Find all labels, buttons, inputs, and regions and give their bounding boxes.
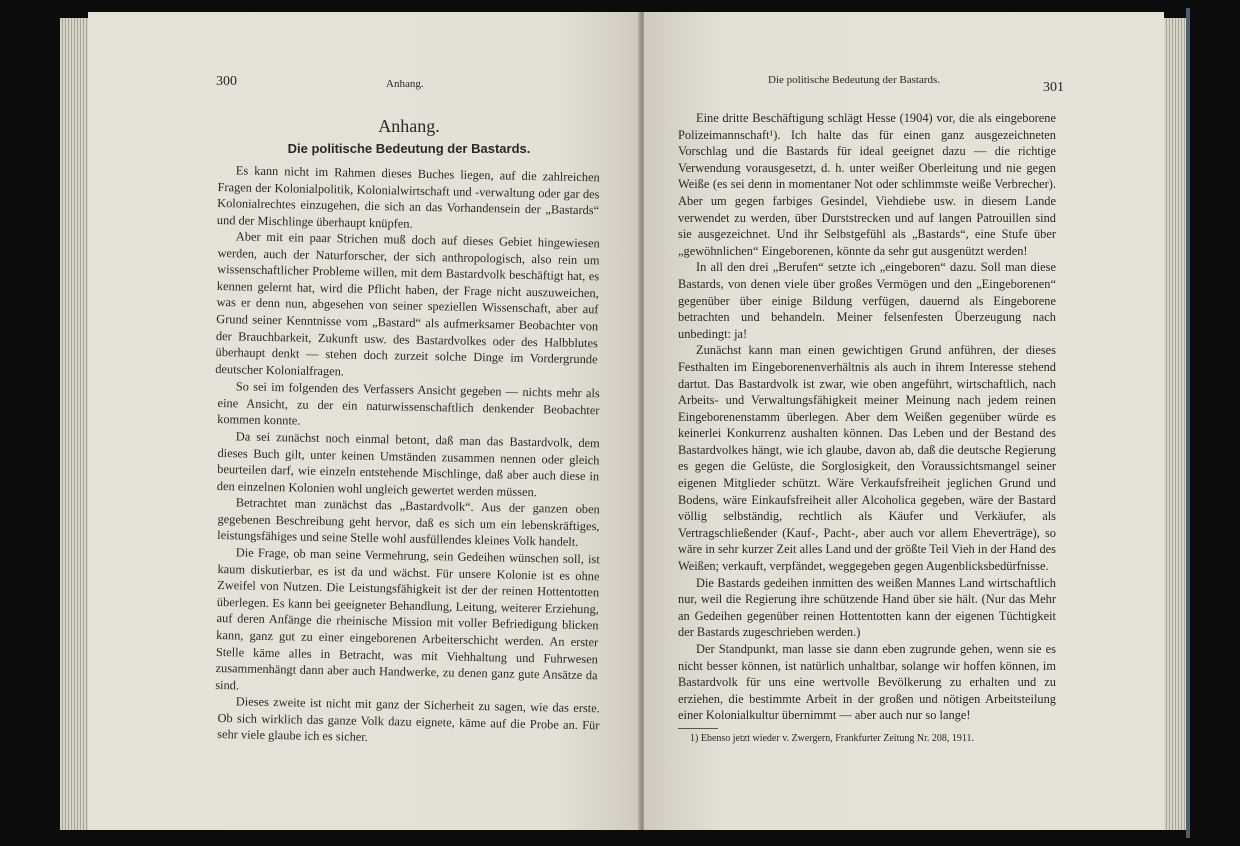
left-paragraph: Dieses zweite ist nicht mit ganz der Sicherheit zu sagen, wie das erste. Ob sich wirklich das ganze Volk dazu eignete, käme auf die Probe an. Für sehr viele glaube ich es sicher. xyxy=(217,694,600,745)
book-cover-edge xyxy=(1186,8,1190,838)
left-running-title: Anhang. xyxy=(386,78,424,90)
left-paragraph: So sei im folgenden des Verfassers Ansicht gegeben — nichts mehr als eine Ansicht, zu der ein naturwissenschaftlich denkender Beobachter kommen konnte. xyxy=(217,379,600,428)
right-running-head xyxy=(678,74,1064,104)
right-paragraph: Eine dritte Beschäftigung schlägt Hesse (1904) vor, die als eingeborene Polizeimannschaft¹). Ich halte das für einen ganz ausgezeichneten Vorschlag und die Bastards für ideal geeignet dazu — die richtige Verwendung vorausgesetzt, d. h. unter weißer Oberleitung und nie gegen Weiße (es sei denn in momentaner Not oder schlimmste weiße Verbrecher). Aber um gegen farbiges Gesindel, Viehdiebe usw. in diesem Lande verwendet zu werden, über Durststrecken und auf langen Patrouillen sind sie ausgezeichnet. Und ihr Selbstgefühl als „Bastards“, eine Stufe über „gewöhnlichen“ Eingeborenen, könnte da sehr gut ausgenützt werden! xyxy=(678,111,1056,258)
open-book xyxy=(60,8,1190,838)
footnote: 1) Ebenso jetzt wieder v. Zwergern, Frankfurter Zeitung Nr. 208, 1911. xyxy=(690,732,974,744)
left-paragraph: Es kann nicht im Rahmen dieses Buches liegen, auf die zahlreichen Fragen der Kolonialpolitik, Kolonialwirtschaft und -verwaltung oder gar des Kolonialrechtes einzugehen, die sich an das Vorhandensein der „Bastards“ und der Mischlinge überhaupt knüpfen. xyxy=(216,163,600,231)
footnote-rule xyxy=(678,728,718,729)
section-title: Die politische Bedeutung der Bastards. xyxy=(287,141,531,156)
right-paragraph: Der Standpunkt, man lasse sie dann eben zugrunde gehen, wenn sie es nicht besser können, ist natürlich unhaltbar, solange wir hoffen können, im Bastardvolk für uns eine wertvolle Bevölkerung zu erhalten und zu erziehen, die bestimmte Arbeit in der großen und nötigen Arbeitsteilung einer Kolonialkultur übernimmt — aber auch nur so lange! xyxy=(678,642,1056,723)
left-paragraph: Aber mit ein paar Strichen muß doch auf dieses Gebiet hingewiesen werden, auch der Naturforscher, der sich anthropologisch, also rein um wissenschaftlicher Probleme willen, mit dem Bastardvolk beschäftigt hat, es kennen gelernt hat, wird die Pflicht haben, der Frage nicht auszuweichen, was er denn nun, abgesehen von seiner speziellen Wissenschaft, aber auf Grund seiner Kenntnisse vom „Bastard“ als aufmerksamer Beobachter von der Brauchbarkeit, Zukunft usw. des Bastardvolkes oder des Halbblutes überhaupt denkt — stehen doch zurzeit solche Dinge im Vordergrunde deutscher Kolonialfragen. xyxy=(215,229,600,379)
left-page-edges xyxy=(60,18,88,830)
left-paragraph: Betrachtet man zunächst das „Bastardvolk“. Aus der ganzen oben gegebenen Beschreibung geht hervor, daß es sich um ein lebenskräftiges, leistungsfähiges und seine Stelle wohl ausfüllendes kleines Volk handelt. xyxy=(217,495,600,549)
chapter-title: Anhang. xyxy=(378,116,440,136)
right-paragraph: Die Bastards gedeihen inmitten des weißen Mannes Land wirtschaftlich nur, weil die Regierung ihre schützende Hand über sie hält. (Nur das Mehr an Gedeihen gegenüber reinen Hottentotten kann der eigenen Tüchtigkeit der Bastards zugeschrieben werden.) xyxy=(678,575,1056,640)
right-body xyxy=(678,110,1056,745)
left-paragraph: Da sei zunächst noch einmal betont, daß man das Bastardvolk, dem dieses Buch gilt, unter keinen Umständen zusammen nennen oder gleich beurteilen darf, wie einzeln entstehende Mischlinge, daß aber auch diese in den einzelnen Kolonien wohl ungleich gewertet werden müssen. xyxy=(216,428,600,499)
right-page xyxy=(644,12,1164,830)
right-paragraph: In all den drei „Berufen“ setzte ich „eingeboren“ dazu. Soll man diese Bastards, von denen viele über großes Vermögen und den „Eingeborenen“ gegenüber über einige Bildung verfügen, dauernd als Eingeborene betrachten und behandeln. Meiner felsenfesten Überzeugung nach unbedingt: ja! xyxy=(678,260,1056,341)
left-page-number: 300 xyxy=(216,74,237,89)
left-paragraph: Die Frage, ob man seine Vermehrung, sein Gedeihen wünschen soll, ist kaum diskutierbar, es ist da und wächst. Für unsere Kolonie ist es ohne Zweifel von Nutzen. Die Leistungsfähigkeit ist der der reinen Hottentotten überlegen. Es kann bei geeigneter Behandlung, Leitung, weiterer Erziehung, auf deren Anfänge die rheinische Mission mit voller Befriedigung blicken kann, ganz gut zu einer eingeborenen Arbeiterschicht werden. An erster Stelle käme alles in Betracht, was mit Viehhaltung und Fuhrwesen zusammenhängt dann aber auch Handwerke, zu denen ganz gute Ansätze da sind. xyxy=(215,545,600,692)
right-page-number: 301 xyxy=(1043,80,1064,95)
left-page xyxy=(88,12,640,830)
right-paragraph: Zunächst kann man einen gewichtigen Grund anführen, der dieses Festhalten im Eingeborenenverhältnis als auch in ihrem Interesse stehend dartut. Das Bastardvolk ist zwar, wie oben angeführt, wirtschaftlich, nach Arbeits- und Verwaltungsfähigkeit meiner Meinung nach jedem reinen Eingeborenenstamm überlegen. Aber dem Weißen gegenüber würde es keinerlei Konkurrenz aushalten können. Das Leben und der Bestand des Bastardvolkes hängt, wie ich glaube, davon ab, daß die deutsche Regierung es gegen die Gelüste, die Sorglosigkeit, den Voraussichtsmangel seiner eigenen Mitglieder schützt. Wäre Verkaufsfreiheit jeglichen Grund und Bodens, wäre Einkaufsfreiheit aller Alcoholica gegeben, wäre der Bastard völlig selbständig, rechtlich als Käufer und Verkäufer, als Vertragschließender (Kauf-, Pacht-, aber auch vor allem Eheverträge), so wäre in sehr kurzer Zeit alles Land und der größte Teil Vieh in der Hand des Weißen; verkauft, verpfändet, weggegeben gegen Augenblicksbedürfnisse. xyxy=(678,343,1056,574)
right-running-title: Die politische Bedeutung der Bastards. xyxy=(768,74,940,86)
left-running-head xyxy=(218,74,600,104)
